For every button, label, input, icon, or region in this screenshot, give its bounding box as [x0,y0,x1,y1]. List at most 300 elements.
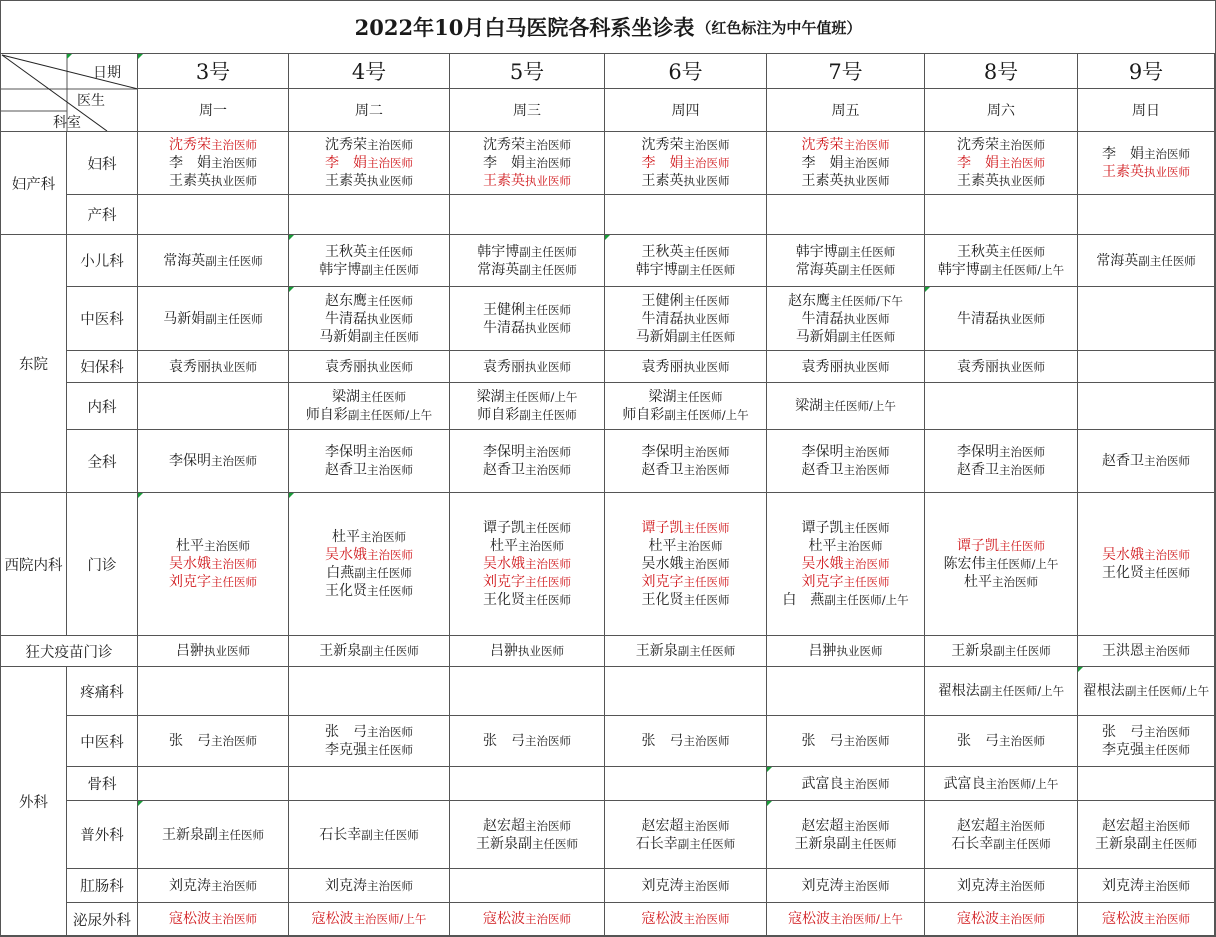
doctor-entry [490,642,564,660]
doctor-title: 主治医师 [211,557,257,571]
schedule-cell[interactable] [605,351,767,383]
department-label [67,767,138,801]
department-label [67,869,138,903]
schedule-cell[interactable] [138,716,289,767]
doctor-title: 副主任医师 [519,244,577,259]
doctor-name: 赵宏超 [641,817,684,834]
doctor-title: 主治医师 [367,463,413,477]
doctor-name: 刘克字 [801,574,844,590]
doctor-entry [163,252,263,270]
schedule-cell[interactable] [450,493,605,636]
schedule-cell[interactable] [767,383,925,430]
doctor-title: 主任医师 [999,244,1045,259]
schedule-cell[interactable] [138,767,289,801]
doctor-entry [325,582,413,600]
schedule-cell[interactable] [1078,287,1215,351]
doctor-name: 常海英 [163,252,206,269]
doctor-title: 主治医师 [683,912,730,926]
schedule-cell[interactable] [767,869,925,903]
doctor-entry [802,443,890,461]
schedule-cell[interactable] [1078,636,1215,667]
doctor-title: 执业医师 [843,359,890,374]
schedule-cell[interactable] [289,132,450,195]
department-name: 普外科 [80,828,124,844]
schedule-cell[interactable] [138,667,289,716]
doctor-title: 主任医师 [683,575,730,589]
schedule-cell[interactable] [138,636,289,667]
date-label: 9号 [1128,60,1164,84]
date-label: 3号 [195,60,231,84]
schedule-cell[interactable] [605,801,767,869]
doctor-entry [1096,252,1196,270]
doctor-name: 李保明 [325,444,367,460]
doctor-name: 刘克涛 [325,877,367,894]
schedule-cell[interactable] [605,767,767,801]
doctor-title: 主治医师 [683,156,730,170]
schedule-cell[interactable] [289,195,450,235]
doctor-title: 执业医师 [999,311,1045,326]
schedule-cell[interactable] [450,903,605,936]
doctor-title: 主治医师 [525,557,571,571]
doctor-entry [802,461,890,479]
doctor-name: 石长幸 [635,835,678,852]
doctor-entry [802,172,890,190]
doctor-title: 主任医师 [683,293,730,308]
schedule-cell[interactable] [138,430,289,493]
schedule-cell[interactable] [1078,383,1215,430]
doctor-name: 谭子凯 [801,520,844,536]
weekday-header [925,89,1078,132]
schedule-cell[interactable] [138,903,289,936]
weekday-label: 周日 [1132,103,1160,119]
doctor-name: 袁秀丽 [801,358,844,375]
department-label [67,287,138,351]
schedule-cell[interactable] [1078,351,1215,383]
doctor-title: 主治医师 [204,539,250,553]
schedule-cell[interactable] [289,716,450,767]
doctor-entry [176,642,250,660]
doctor-name: 王新泉 [951,643,994,659]
schedule-cell[interactable] [289,493,450,636]
doctor-name: 王新泉 [319,643,362,659]
schedule-cell[interactable] [605,383,767,430]
doctor-name: 韩宇博 [319,261,362,278]
doctor-name: 张 弓 [1102,724,1144,740]
schedule-cell[interactable] [289,430,450,493]
date-header [605,54,767,89]
department-label [67,667,138,716]
doctor-name: 王素英 [641,173,684,189]
schedule-cell[interactable] [925,287,1078,351]
doctor-name: 赵香卫 [1102,453,1144,469]
doctor-title: 主任医师 [1151,836,1197,851]
doctor-name: 翟根法 [1082,683,1125,699]
date-header [767,54,925,89]
doctor-name: 李 娟 [1102,146,1144,162]
schedule-cell[interactable] [767,767,925,801]
doctor-entry [796,243,896,261]
doctor-name: 袁秀丽 [641,358,684,375]
doctor-entry [642,358,730,376]
doctor-title: 副主任医师/上午 [664,408,749,422]
doctor-title: 主治医师 [683,445,730,459]
doctor-entry [1102,452,1190,470]
schedule-cell[interactable] [1078,493,1215,636]
schedule-cell[interactable] [925,235,1078,287]
doctor-title: 执业医师 [367,311,413,326]
doctor-title: 主治医师 [367,138,413,152]
doctor-name: 李 娟 [169,155,211,171]
department-label [67,132,138,195]
date-label: 7号 [828,60,863,84]
doctor-entry [951,835,1051,853]
schedule-cell[interactable] [925,351,1078,383]
doctor-entry [483,519,571,537]
doctor-title: 执业医师 [525,359,571,374]
doctor-name: 梁湖 [332,389,360,405]
schedule-cell[interactable] [925,869,1078,903]
doctor-name: 王素英 [169,173,211,189]
doctor-name: 梁湖 [648,389,677,405]
doctor-entry [642,817,730,835]
schedule-cell[interactable] [450,767,605,801]
schedule-cell[interactable] [289,903,450,936]
schedule-cell[interactable] [925,636,1078,667]
schedule-cell[interactable] [767,493,925,636]
schedule-cell[interactable] [1078,132,1215,195]
doctor-name: 石长幸 [319,826,362,843]
doctor-entry [795,397,896,415]
doctor-title: 主治医师 [1144,725,1190,739]
doctor-name: 王新泉副 [1095,835,1151,852]
doctor-entry [483,817,571,835]
doctor-entry [477,243,577,261]
schedule-cell[interactable] [605,235,767,287]
schedule-cell[interactable] [925,667,1078,716]
doctor-title: 主治医师 [360,530,406,544]
doctor-title: 主治医师 [843,557,890,571]
schedule-cell[interactable] [450,716,605,767]
schedule-cell[interactable] [1078,716,1215,767]
schedule-cell[interactable] [767,351,925,383]
doctor-title: 主治医师 [999,818,1045,833]
doctor-name: 赵香卫 [957,462,999,478]
doctor-name: 吕翀 [808,643,837,659]
doctor-name: 张 弓 [169,733,211,749]
doctor-name: 韩宇博 [795,243,838,260]
schedule-cell[interactable] [289,636,450,667]
schedule-cell[interactable] [605,667,767,716]
schedule-cell[interactable] [767,235,925,287]
doctor-entry [477,388,578,406]
schedule-cell[interactable] [767,716,925,767]
schedule-cell[interactable] [450,195,605,235]
doctor-name: 袁秀丽 [169,358,211,375]
schedule-cell[interactable] [138,801,289,869]
group-label [1,132,67,235]
comment-marker-icon [289,235,294,240]
doctor-name: 马新娟 [319,328,362,345]
schedule-cell[interactable] [138,351,289,383]
schedule-cell[interactable] [289,869,450,903]
doctor-name: 牛清磊 [957,310,999,327]
schedule-cell[interactable] [605,430,767,493]
doctor-name: 梁湖 [795,398,824,414]
doctor-name: 杜平 [648,538,677,554]
schedule-cell[interactable] [767,430,925,493]
doctor-title: 执业医师 [204,644,250,658]
department-name: 中医科 [80,734,124,751]
schedule-cell[interactable] [925,903,1078,936]
doctor-title: 执业医师 [211,174,257,188]
schedule-cell[interactable] [925,716,1078,767]
doctor-entry [957,461,1045,479]
doctor-entry-duty [325,154,413,172]
date-label: 5号 [509,60,545,84]
doctor-entry [642,461,730,479]
schedule-cell[interactable] [450,235,605,287]
doctor-name: 王素英 [801,173,844,189]
schedule-cell[interactable] [138,287,289,351]
schedule-cell[interactable] [450,287,605,351]
doctor-entry [642,172,730,190]
doctor-name: 刘克涛 [957,877,999,894]
schedule-cell[interactable] [1078,430,1215,493]
doctor-entry [802,775,890,793]
doctor-entry-duty [169,555,257,573]
doctor-entry [642,136,730,154]
corner-date-label: 日期 [93,65,121,81]
doctor-entry [1083,682,1209,700]
doctor-title: 主治医师 [211,156,257,170]
doctor-title: 副主任医师 [519,408,577,422]
schedule-cell[interactable] [1078,767,1215,801]
schedule-cell[interactable] [289,383,450,430]
doctor-entry-duty [1102,163,1190,181]
schedule-cell[interactable] [138,493,289,636]
doctor-name: 翟根法 [937,683,980,699]
doctor-title: 副主任医师 [993,836,1051,851]
doctor-entry [642,443,730,461]
department-label [67,235,138,287]
schedule-cell[interactable] [767,195,925,235]
department-name: 妇保科 [80,360,124,376]
schedule-cell[interactable] [1078,667,1215,716]
doctor-name: 沈秀荣 [325,137,367,153]
corner-header [1,54,138,132]
doctor-title: 执业医师 [367,174,413,188]
schedule-cell[interactable] [450,132,605,195]
doctor-name: 李 娟 [957,155,999,171]
doctor-title: 主治医师 [1144,912,1190,926]
schedule-cell[interactable] [925,493,1078,636]
doctor-name: 李保明 [957,444,999,460]
schedule-cell[interactable] [138,195,289,235]
doctor-name: 袁秀丽 [483,358,525,375]
doctor-name: 韩宇博 [477,243,520,260]
doctor-name: 吴水娥 [801,556,844,572]
doctor-entry [332,528,406,546]
schedule-cell[interactable] [925,430,1078,493]
comment-marker-icon [67,54,72,59]
doctor-entry [325,310,413,328]
schedule-cell[interactable] [450,636,605,667]
doctor-entry [477,406,577,424]
doctor-name: 李保明 [169,453,211,469]
doctor-entry [622,406,748,424]
schedule-cell[interactable] [138,235,289,287]
schedule-cell[interactable] [767,287,925,351]
doctor-title: 主治医师 [843,734,890,748]
doctor-entry [332,388,406,406]
doctor-title: 主任医师 [525,302,571,317]
doctor-name: 刘克字 [169,574,211,590]
doctor-name: 谭子凯 [957,538,999,554]
schedule-cell[interactable] [289,351,450,383]
doctor-name: 谭子凯 [641,520,684,536]
schedule-cell[interactable] [450,667,605,716]
schedule-cell[interactable] [605,287,767,351]
doctor-title: 副主任医师/上午 [824,593,909,607]
doctor-entry [802,310,890,328]
schedule-cell[interactable] [767,903,925,936]
doctor-title: 副主任医师 [677,329,736,344]
doctor-entry [957,443,1045,461]
schedule-cell[interactable] [1078,195,1215,235]
schedule-cell[interactable] [767,636,925,667]
doctor-title: 主治医师 [999,463,1045,477]
doctor-title: 主治医师 [367,156,413,170]
doctor-name: 赵东鹰 [325,292,367,309]
schedule-cell[interactable] [605,636,767,667]
doctor-title: 主任医师 [525,575,571,589]
doctor-entry [957,358,1045,376]
doctor-title: 主任医师/上午 [985,557,1059,571]
schedule-cell[interactable] [1078,235,1215,287]
schedule-cell[interactable] [450,801,605,869]
weekday-header [1078,89,1215,132]
schedule-cell[interactable] [605,132,767,195]
doctor-entry [1102,723,1190,741]
schedule-cell[interactable] [289,667,450,716]
doctor-title: 主治医师 [843,138,890,152]
doctor-title: 主治医师 [843,878,890,893]
doctor-name: 杜平 [332,529,360,545]
doctor-entry-duty [957,154,1045,172]
doctor-title: 执业医师 [843,311,890,326]
doctor-name: 寇松波 [311,911,354,927]
doctor-title: 主治医师 [367,725,413,739]
doctor-name: 李 娟 [801,155,844,171]
doctor-entry [796,328,896,346]
schedule-cell[interactable] [138,869,289,903]
schedule-cell[interactable] [450,351,605,383]
doctor-name: 李 娟 [641,155,684,171]
doctor-title: 主任医师/上午 [823,399,896,413]
doctor-entry [477,261,577,279]
doctor-entry [319,642,419,660]
schedule-cell[interactable] [605,716,767,767]
doctor-entry [802,877,890,895]
schedule-cell[interactable] [289,235,450,287]
doctor-title: 副主任医师 [993,644,1051,658]
doctor-title: 主治医师 [211,138,257,152]
schedule-cell[interactable] [767,667,925,716]
doctor-name: 李保明 [641,444,684,460]
doctor-entry [169,172,257,190]
doctor-entry [809,642,883,660]
schedule-cell[interactable] [450,869,605,903]
doctor-name: 石长幸 [951,835,994,852]
date-label: 8号 [983,60,1019,84]
date-header [450,54,605,89]
schedule-cell[interactable] [289,767,450,801]
schedule-cell[interactable] [767,801,925,869]
schedule-cell[interactable] [1078,869,1215,903]
schedule-cell[interactable] [289,287,450,351]
schedule-cell[interactable] [925,767,1078,801]
doctor-entry [957,732,1045,750]
department-label [67,430,138,493]
schedule-cell[interactable] [605,869,767,903]
group-name: 东院 [19,357,48,373]
doctor-entry [957,817,1045,835]
doctor-title: 主治医师 [525,734,571,748]
doctor-entry-duty [957,537,1045,555]
schedule-cell[interactable] [450,430,605,493]
doctor-title: 主治医师 [843,156,890,170]
doctor-entry [649,388,723,406]
doctor-entry [642,732,730,750]
schedule-cell[interactable] [450,383,605,430]
schedule-cell[interactable] [925,801,1078,869]
group-label [1,493,67,636]
doctor-entry-duty [802,136,890,154]
doctor-name: 张 弓 [801,733,844,749]
schedule-cell[interactable] [1078,801,1215,869]
schedule-cell[interactable] [925,195,1078,235]
schedule-cell[interactable] [605,195,767,235]
doctor-name: 常海英 [1096,252,1139,269]
doctor-name: 王健俐 [641,292,684,309]
schedule-cell[interactable] [138,132,289,195]
schedule-cell[interactable] [289,801,450,869]
doctor-title: 副主任医师/上午 [979,262,1065,277]
schedule-cell[interactable] [138,383,289,430]
doctor-title: 副主任医师 [361,827,419,842]
doctor-entry [957,310,1045,328]
schedule-cell[interactable] [925,132,1078,195]
doctor-entry-duty [483,555,571,573]
doctor-name: 武富良 [943,775,986,792]
doctor-entry [802,817,890,835]
doctor-title: 主治医师 [367,445,413,459]
doctor-entry [964,573,1038,591]
schedule-cell[interactable] [1078,903,1215,936]
doctor-title: 主任医师 [850,836,897,851]
schedule-cell[interactable] [605,903,767,936]
schedule-cell[interactable] [767,132,925,195]
doctor-name: 师自彩 [477,407,520,423]
doctor-name: 赵香卫 [801,462,844,478]
doctor-entry [169,154,257,172]
doctor-entry [642,292,730,310]
doctor-entry [944,555,1059,573]
doctor-name: 王新泉 [635,643,678,659]
schedule-cell[interactable] [605,493,767,636]
schedule-cell[interactable] [925,383,1078,430]
weekday-header [450,89,605,132]
